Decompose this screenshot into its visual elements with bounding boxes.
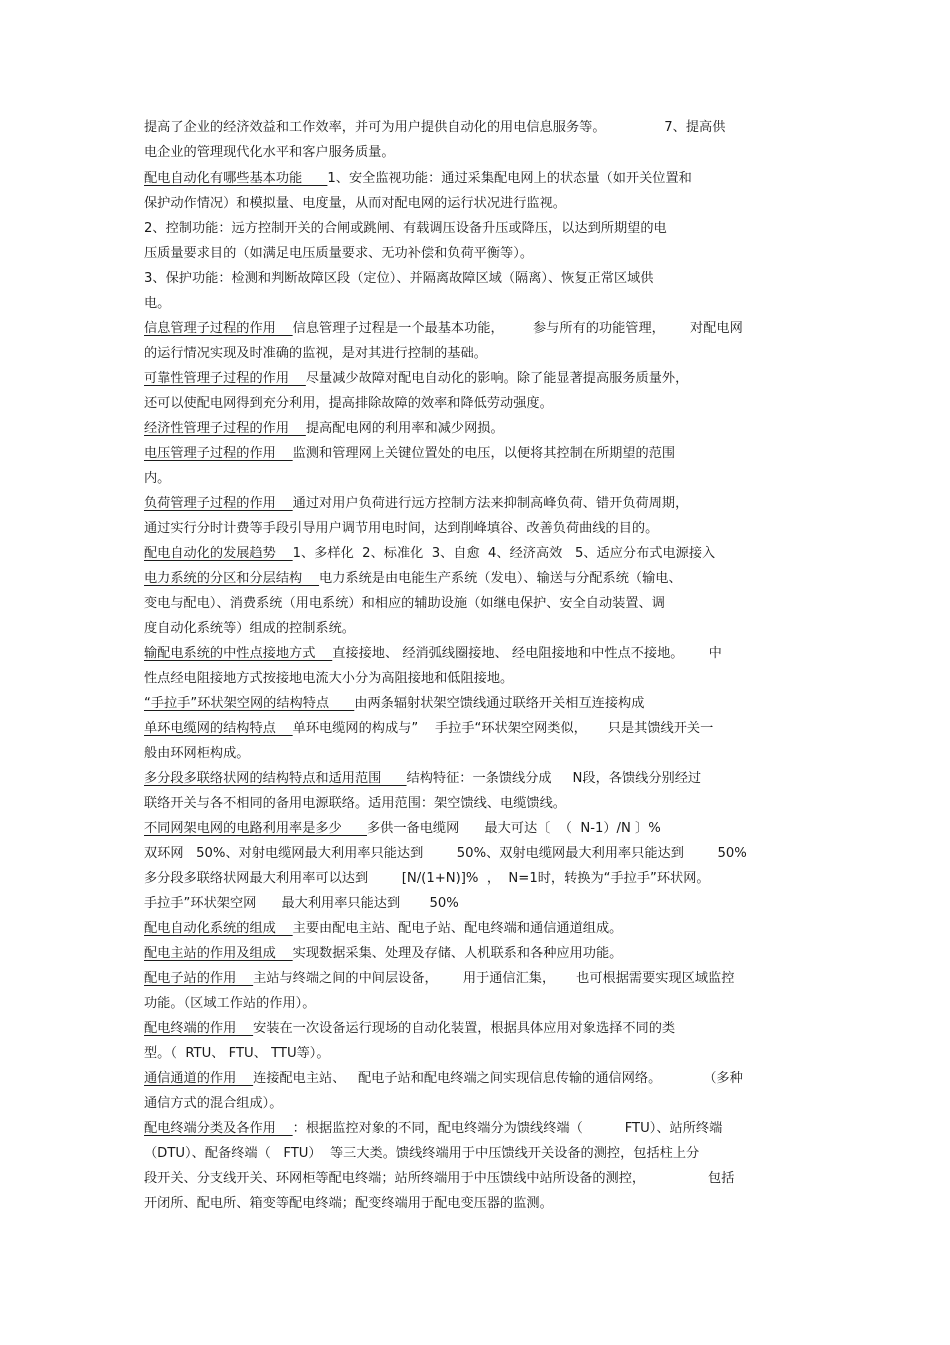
body-text: 连接配电主站、 配电子站和配电终端之间实现信息传输的通信网络。 （多种	[253, 1071, 743, 1086]
text-line	[144, 318, 809, 340]
text-line	[144, 668, 809, 690]
text-line	[144, 117, 809, 139]
text-line	[144, 693, 809, 715]
body-text: 通信方式的混合组成）。	[144, 1096, 283, 1111]
text-line	[144, 468, 809, 490]
text-line	[144, 568, 809, 590]
text-line	[144, 868, 809, 890]
body-text: 段开关、分支线开关、环网柜等配电终端；站所终端用于中压馈线中站所设备的测控， 包括	[144, 1171, 735, 1186]
text-line	[144, 1168, 809, 1190]
section-heading: 配电子站的作用	[144, 971, 254, 986]
text-line	[144, 518, 809, 540]
text-line	[144, 368, 809, 390]
section-heading: 配电主站的作用及组成	[144, 946, 293, 961]
text-line	[144, 718, 809, 740]
text-line	[144, 1043, 809, 1065]
body-text: 通过对用户负荷进行远方控制方法来抑制高峰负荷、错开负荷周期，	[292, 496, 689, 511]
section-heading: 单环电缆网的结构特点	[144, 721, 293, 736]
section-heading: 输配电系统的中性点接地方式	[144, 646, 333, 661]
body-text: 电力系统是由电能生产系统（发电）、输送与分配系统（输电、	[319, 571, 682, 586]
body-text: 提高配电网的利用率和减少网损。	[305, 421, 504, 436]
body-text: 多供一备电缆网 最大可达〔 （ N-1）/N 〕%	[366, 821, 661, 836]
text-line	[144, 142, 809, 164]
body-text: 度自动化系统等）组成的控制系统。	[144, 621, 355, 636]
text-line	[144, 743, 809, 765]
body-text: 多分段多联络状网最大利用率可以达到 [N/(1+N)]% ， N=1时，转换为“手拉手”环状网。	[144, 871, 710, 886]
body-text: 提高了企业的经济效益和工作效率，并可为用户提供自动化的用电信息服务等。 7、提高供	[144, 120, 726, 135]
text-line	[144, 218, 809, 240]
body-text: 双环网 50%、对射电缆网最大利用率只能达到 50%、双射电缆网最大利用率只能达到 50%	[144, 846, 747, 861]
text-line	[144, 193, 809, 215]
body-text: 尽量减少故障对配电自动化的影响。除了能显著提高服务质量外，	[305, 371, 689, 386]
section-heading: 配电自动化系统的组成	[144, 921, 293, 936]
text-line	[144, 1193, 809, 1215]
section-heading: 配电自动化有哪些基本功能	[144, 171, 328, 186]
section-heading: 配电自动化的发展趋势	[144, 546, 293, 561]
body-text: ：根据监控对象的不同，配电终端分为馈线终端（ FTU）、站所终端	[292, 1121, 723, 1136]
section-heading: 负荷管理子过程的作用	[144, 496, 293, 511]
text-line	[144, 243, 809, 265]
section-heading: 经济性管理子过程的作用	[144, 421, 306, 436]
body-text: 主要由配电主站、配电子站、配电终端和通信通道组成。	[292, 921, 623, 936]
text-line	[144, 893, 809, 915]
text-line	[144, 418, 809, 440]
body-text: 保护动作情况）和模拟量、电度量，从而对配电网的运行状况进行监视。	[144, 196, 566, 211]
text-line	[144, 1018, 809, 1040]
body-text: 1、多样化 2、标准化 3、自愈 4、经济高效 5、适应分布式电源接入	[292, 546, 716, 561]
body-text: 1、安全监视功能：通过采集配电网上的状态量（如开关位置和	[327, 171, 692, 186]
body-text: 内。	[144, 471, 171, 486]
text-line	[144, 1068, 809, 1090]
text-line	[144, 918, 809, 940]
body-text: 手拉手”环状架空网 最大利用率只能达到 50%	[144, 896, 459, 911]
text-line	[144, 443, 809, 465]
text-line	[144, 1093, 809, 1115]
body-text: 实现数据采集、处理及存储、人机联系和各种应用功能。	[292, 946, 623, 961]
text-line	[144, 943, 809, 965]
text-line	[144, 643, 809, 665]
body-text: 单环电缆网的构成与” 手拉手“环状架空网类似， 只是其馈线开关一	[292, 721, 714, 736]
section-heading: 电力系统的分区和分层结构	[144, 571, 320, 586]
body-text: 结构特征：一条馈线分成 N段，各馈线分别经过	[406, 771, 702, 786]
text-line	[144, 593, 809, 615]
section-heading: 通信通道的作用	[144, 1071, 254, 1086]
section-heading: 配电终端分类及各作用	[144, 1121, 293, 1136]
body-text: 监测和管理网上关键位置处的电压，以便将其控制在所期望的范围	[292, 446, 676, 461]
section-heading: 电压管理子过程的作用	[144, 446, 293, 461]
body-text: 电。	[144, 296, 171, 311]
body-text: 2、控制功能：远方控制开关的合闸或跳闸、有载调压设备升压或降压，以达到所期望的电	[144, 221, 667, 236]
text-line	[144, 1118, 809, 1140]
body-text: 信息管理子过程是一个最基本功能， 参与所有的功能管理， 对配电网	[292, 321, 743, 336]
text-line	[144, 1143, 809, 1165]
body-text: 电企业的管理现代化水平和客户服务质量。	[144, 145, 395, 160]
body-text: （DTU）、配备终端（ FTU） 等三大类。馈线终端用于中压馈线开关设备的测控，包括柱上分	[144, 1146, 700, 1161]
section-heading: 可靠性管理子过程的作用	[144, 371, 306, 386]
body-text: 般由环网柜构成。	[144, 746, 250, 761]
section-heading: “手拉手”环状架空网的结构特点	[144, 696, 355, 711]
body-text: 安装在一次设备运行现场的自动化装置，根据具体应用对象选择不同的类	[253, 1021, 676, 1036]
body-text: 3、保护功能：检测和判断故障区段（定位）、并隔离故障区域（隔离）、恢复正常区域供	[144, 271, 654, 286]
body-text: 开闭所、配电所、箱变等配电终端；配变终端用于配电变压器的监测。	[144, 1196, 553, 1211]
text-line	[144, 818, 809, 840]
text-line	[144, 618, 809, 640]
body-text: 的运行情况实现及时准确的监视，是对其进行控制的基础。	[144, 346, 487, 361]
body-text: 功能。（区域工作站的作用）。	[144, 996, 316, 1011]
body-text: 主站与终端之间的中间层设备， 用于通信汇集， 也可根据需要实现区域监控	[253, 971, 735, 986]
body-text: 由两条辐射状架空馈线通过联络开关相互连接构成	[354, 696, 645, 711]
section-heading: 不同网架电网的电路利用率是多少	[144, 821, 367, 836]
body-text: 通过实行分时计费等手段引导用户调节用电时间，达到削峰填谷、改善负荷曲线的目的。	[144, 521, 659, 536]
text-line	[144, 293, 809, 315]
body-text: 联络开关与各不相同的备用电源联络。适用范围：架空馈线、电缆馈线。	[144, 796, 566, 811]
text-line	[144, 493, 809, 515]
body-text: 性点经电阻接地方式按接地电流大小分为高阻接地和低阻接地。	[144, 671, 514, 686]
text-line	[144, 343, 809, 365]
section-heading: 配电终端的作用	[144, 1021, 254, 1036]
section-heading: 多分段多联络状网的结构特点和适用范围	[144, 771, 407, 786]
text-line	[144, 168, 809, 190]
body-text: 变电与配电）、消费系统（用电系统）和相应的辅助设施（如继电保护、安全自动装置、调	[144, 596, 665, 611]
body-text: 压质量要求目的（如满足电压质量要求、无功补偿和负荷平衡等）。	[144, 246, 534, 261]
text-line	[144, 268, 809, 290]
text-line	[144, 968, 809, 990]
body-text: 还可以使配电网得到充分利用，提高排除故障的效率和降低劳动强度。	[144, 396, 553, 411]
text-line	[144, 843, 809, 865]
text-line	[144, 793, 809, 815]
text-line	[144, 993, 809, 1015]
text-line	[144, 768, 809, 790]
body-text: 直接接地、 经消弧线圈接地、 经电阻接地和中性点不接地。 中	[332, 646, 722, 661]
text-line	[144, 543, 809, 565]
text-line	[144, 393, 809, 415]
body-text: 型。（ RTU、 FTU、 TTU等）。	[144, 1046, 330, 1061]
section-heading: 信息管理子过程的作用	[144, 321, 293, 336]
